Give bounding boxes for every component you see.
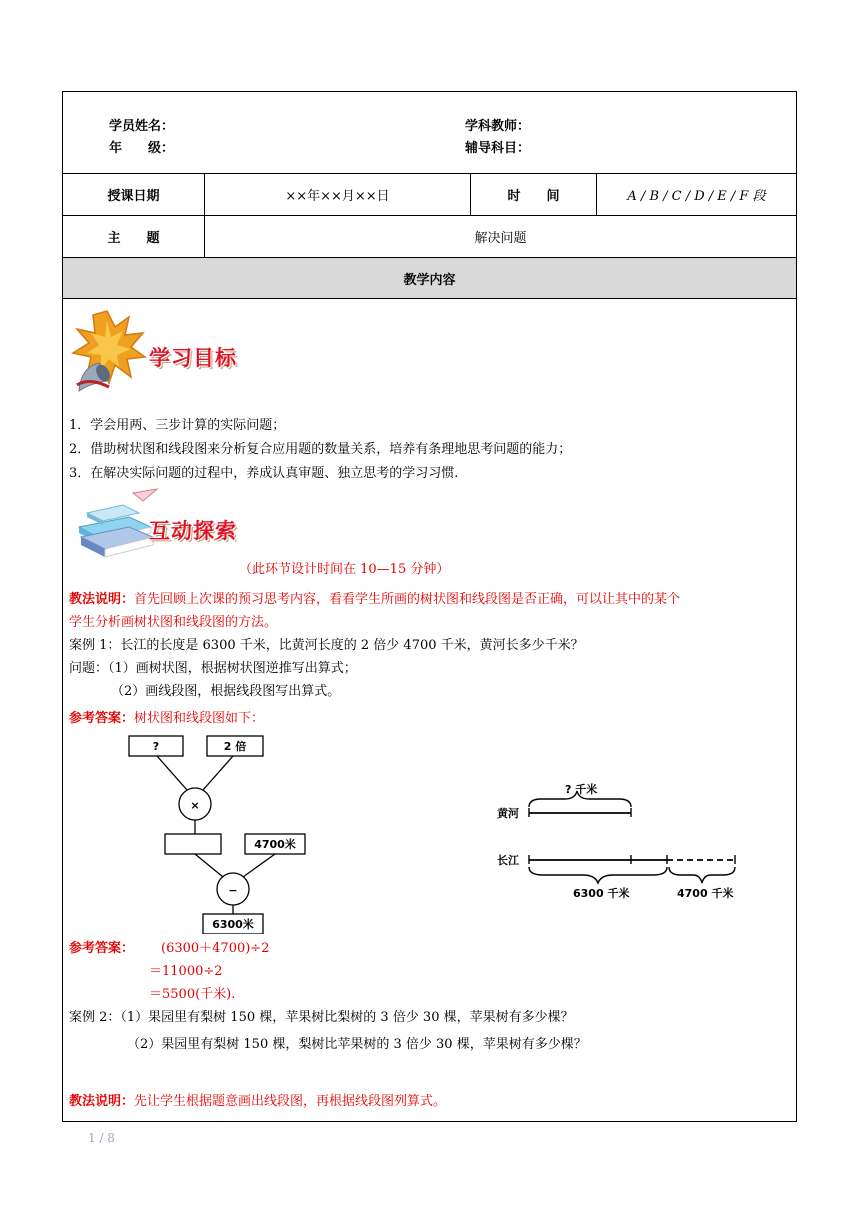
case-2b: （2）果园里有梨树 150 棵，梨树比苹果树的 3 倍少 30 棵，苹果树有多少棵？ xyxy=(127,1037,587,1052)
method-label: 教法说明： xyxy=(69,592,135,607)
maple-bell-icon xyxy=(69,307,149,397)
question-1: 问题：（1）画树状图，根据树状图逆推写出算式； xyxy=(69,661,357,676)
time-note: （此环节设计时间在 10—15 分钟） xyxy=(239,562,450,577)
tree-label-4700: 4700米 xyxy=(254,838,296,851)
subject-label: 辅导科目： xyxy=(465,141,531,156)
goal-item: 3．在解决实际问题的过程中，养成认真审题、独立思考的学习习惯. xyxy=(69,466,459,481)
topic-row xyxy=(63,216,796,258)
date-label: 授课日期 xyxy=(63,174,205,215)
answer-text: 树状图和线段图如下： xyxy=(134,711,265,726)
segment-4700-label: 4700 千米 xyxy=(677,887,734,900)
student-name-label: 学员姓名： xyxy=(109,119,175,134)
method2-text: 先让学生根据题意画出线段图，再根据线段图列算式。 xyxy=(134,1094,447,1109)
date-value: ××年××月××日 xyxy=(205,174,471,215)
date-row xyxy=(63,174,796,216)
answer2-label: 参考答案： xyxy=(69,941,135,956)
answer-label: 参考答案： xyxy=(69,711,135,726)
explore-banner: 互动探索 xyxy=(149,519,237,543)
method-note-2 xyxy=(69,1090,446,1109)
segment-huanghe-label: 黄河 xyxy=(497,807,519,820)
time-value: A / B / C / D / E / F 段 xyxy=(627,189,766,204)
calc-step: ＝5500(千米). xyxy=(149,987,236,1002)
tree-label-6300: 6300米 xyxy=(212,918,254,931)
segment-diagram xyxy=(491,779,751,909)
case-2a: 案例 2：（1）果园里有梨树 150 棵，苹果树比梨树的 3 倍少 30 棵，苹果树有多少棵？ xyxy=(69,1010,574,1025)
method2-label: 教法说明： xyxy=(69,1094,135,1109)
topic-label: 主 题 xyxy=(63,216,205,257)
lesson-plan-table xyxy=(62,91,797,1122)
question-2: （2）画线段图，根据线段图写出算式。 xyxy=(111,684,341,699)
teacher-label: 学科教师： xyxy=(465,119,531,134)
topic-value: 解决问题 xyxy=(474,231,527,246)
tree-label-2x: 2 倍 xyxy=(223,740,247,753)
time-label: 时 间 xyxy=(471,174,597,215)
segment-6300-label: 6300 千米 xyxy=(573,887,630,900)
case-1: 案例 1：长江的长度是 6300 千米，比黄河长度的 2 倍少 4700 千米，黄河长多少千米？ xyxy=(69,638,584,653)
page-number: 1 / 8 xyxy=(88,1131,115,1145)
method-text-cont: 学生分析画树状图和线段图的方法。 xyxy=(69,615,278,630)
calc-step: (6300＋4700)÷2 xyxy=(161,941,270,956)
tree-node-box xyxy=(165,834,221,854)
section-title: 教学内容 xyxy=(403,272,456,288)
answer-1 xyxy=(69,707,264,726)
tree-label-minus: − xyxy=(228,884,238,897)
section-title-row xyxy=(63,258,796,299)
goal-item: 2．借助树状图和线段图来分析复合应用题的数量关系，培养有条理地思考问题的能力； xyxy=(69,442,572,457)
segment-top-label: ? 千米 xyxy=(565,783,598,796)
header-row xyxy=(63,92,796,174)
tree-diagram xyxy=(123,734,323,934)
tree-label-mul: × xyxy=(190,799,200,812)
method-text: 首先回顾上次课的预习思考内容，看看学生所画的树状图和线段图是否正确，可以让其中的某个 xyxy=(134,592,681,607)
goal-item: 1．学会用两、三步计算的实际问题； xyxy=(69,418,286,433)
grade-label: 年 级： xyxy=(109,141,175,156)
answer-2 xyxy=(69,937,134,956)
tree-label-q: ? xyxy=(152,740,160,753)
calc-step: ＝11000÷2 xyxy=(149,964,223,979)
segment-changjiang-label: 长江 xyxy=(497,854,519,867)
goals-banner: 学习目标 xyxy=(149,346,237,370)
method-note-1 xyxy=(69,588,680,607)
